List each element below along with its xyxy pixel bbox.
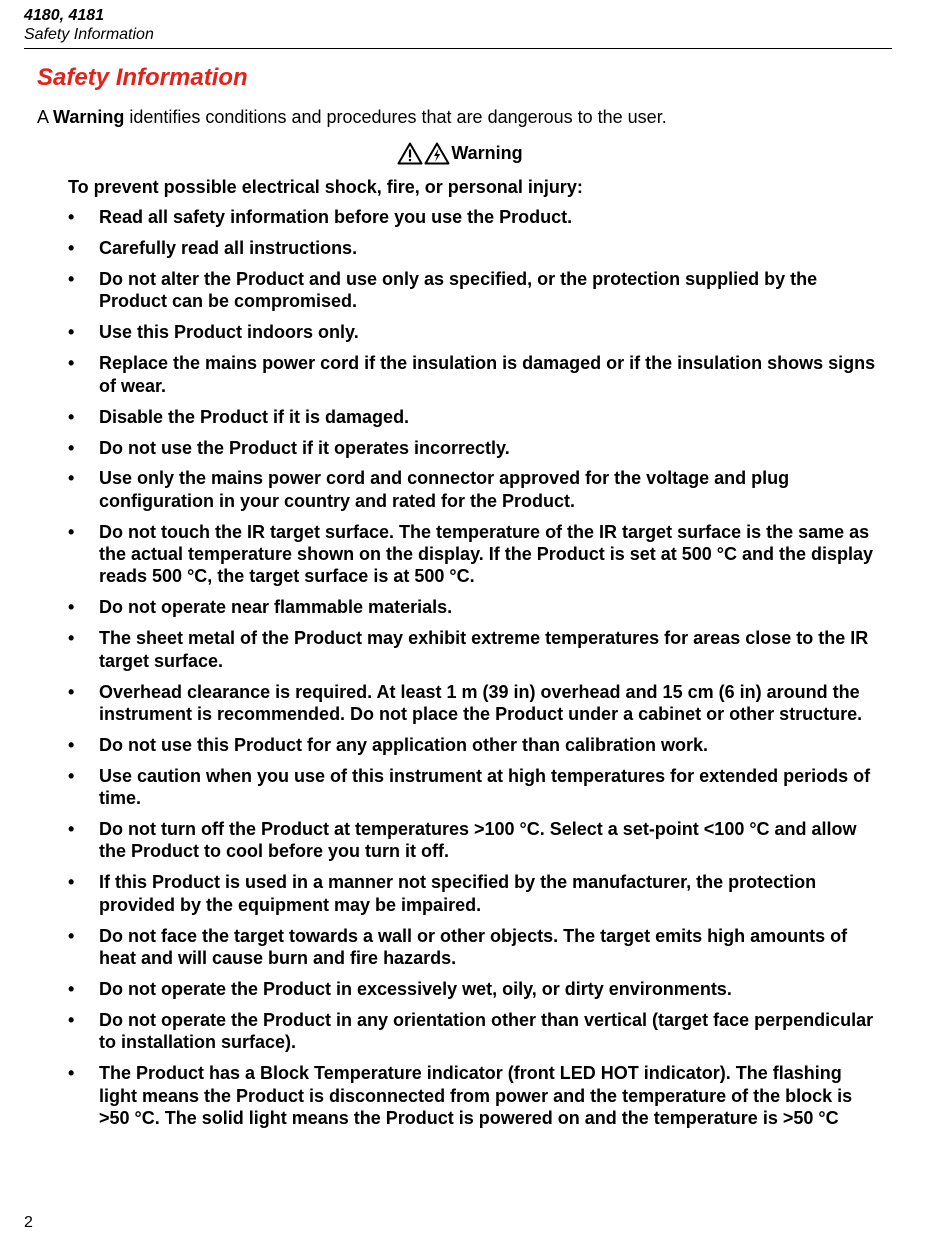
list-item: • Do not alter the Product and use only as specified, or the protection supplied by the Product can be compromised. [68, 268, 878, 313]
running-header [24, 6, 892, 44]
list-item: • Do not turn off the Product at temperatures >100 °C. Select a set-point <100 °C and allow the Product to cool before you turn it off. [68, 818, 878, 863]
list-item: • Do not operate near flammable materials. [68, 596, 878, 618]
list-item: • If this Product is used in a manner not specified by the manufacturer, the protection provided by the equipment may be impaired. [68, 871, 878, 916]
list-item: • Carefully read all instructions. [68, 237, 878, 259]
electrical-hazard-icon [424, 142, 450, 165]
warning-lead: To prevent possible electrical shock, fire, or personal injury: [68, 177, 583, 197]
list-item: • Use this Product indoors only. [68, 321, 878, 343]
header-divider [24, 48, 892, 49]
intro-keyword: Warning [53, 107, 125, 127]
warning-list [68, 206, 878, 1138]
warning-triangle-icon [397, 142, 423, 165]
list-item: • The Product has a Block Temperature indicator (front LED HOT indicator). The flashing light means the Product is disconnected from power and the temperature of the block is >50 °C. The solid light means the Product is powered on and the temperature is >50 °C [68, 1062, 878, 1129]
list-item: • Do not operate the Product in any orientation other than vertical (target face perpendicular to installation surface). [68, 1009, 878, 1054]
header-model: 4180, 4181 [24, 7, 105, 24]
header-section: Safety Information [24, 26, 154, 43]
list-item: • Use caution when you use of this instrument at high temperatures for extended periods of time. [68, 765, 878, 810]
warning-heading [0, 141, 920, 165]
intro-prefix: A [37, 107, 54, 127]
intro-paragraph [37, 106, 667, 128]
list-item: • Do not operate the Product in excessively wet, oily, or dirty environments. [68, 978, 878, 1000]
section-title: Safety Information [37, 64, 248, 91]
page-number: 2 [24, 1214, 33, 1231]
warning-heading-label: Warning [451, 143, 523, 163]
list-item: • The sheet metal of the Product may exhibit extreme temperatures for areas close to the IR target surface. [68, 627, 878, 672]
list-item: • Replace the mains power cord if the insulation is damaged or if the insulation shows signs of wear. [68, 352, 878, 397]
list-item: • Use only the mains power cord and connector approved for the voltage and plug configuration in your country and rated for the Product. [68, 467, 878, 512]
list-item: • Do not face the target towards a wall or other objects. The target emits high amounts of heat and will cause burn and fire hazards. [68, 925, 878, 970]
list-item: • Overhead clearance is required. At least 1 m (39 in) overhead and 15 cm (6 in) around the instrument is recommended. Do not place the Product under a cabinet or other structure. [68, 681, 878, 726]
list-item: • Do not touch the IR target surface. The temperature of the IR target surface is the same as the actual temperature shown on the display. If the Product is set at 500 °C and the display reads 500 °C, the target surface is at 500 °C. [68, 521, 878, 588]
list-item: • Do not use the Product if it operates incorrectly. [68, 437, 878, 459]
list-item: • Do not use this Product for any application other than calibration work. [68, 734, 878, 756]
intro-suffix: identifies conditions and procedures that are dangerous to the user. [124, 107, 667, 127]
list-item: • Read all safety information before you use the Product. [68, 206, 878, 228]
list-item: • Disable the Product if it is damaged. [68, 406, 878, 428]
